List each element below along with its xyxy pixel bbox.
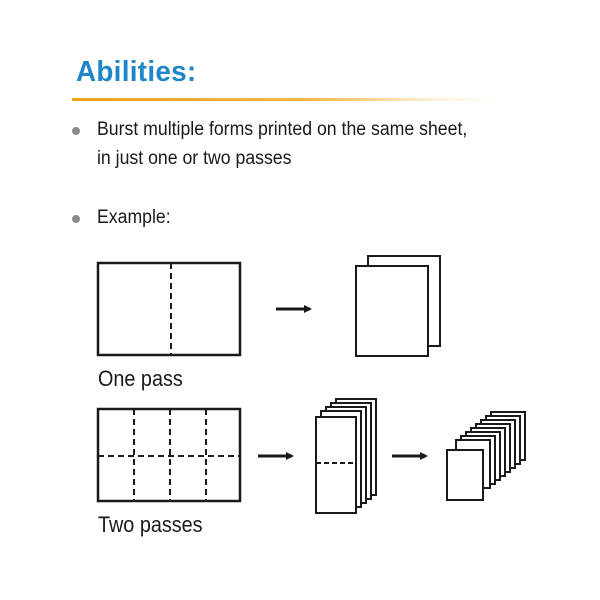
- bullet-1-line-1: Burst multiple forms printed on the same sheet,: [97, 119, 468, 140]
- two-pass-sheet: [98, 409, 240, 501]
- one-pass-sheet: [98, 263, 240, 355]
- one-pass-label: One pass: [98, 366, 183, 391]
- bullet-2-text: Example:: [97, 207, 171, 228]
- one-pass-result-stack: [356, 256, 440, 356]
- two-pass-result-stack: [447, 412, 525, 500]
- section-heading: Abilities:: [76, 56, 197, 88]
- bullet-1-line-2: in just one or two passes: [97, 148, 292, 169]
- two-passes-label: Two passes: [98, 512, 203, 537]
- two-pass-strip-stack: [316, 399, 376, 513]
